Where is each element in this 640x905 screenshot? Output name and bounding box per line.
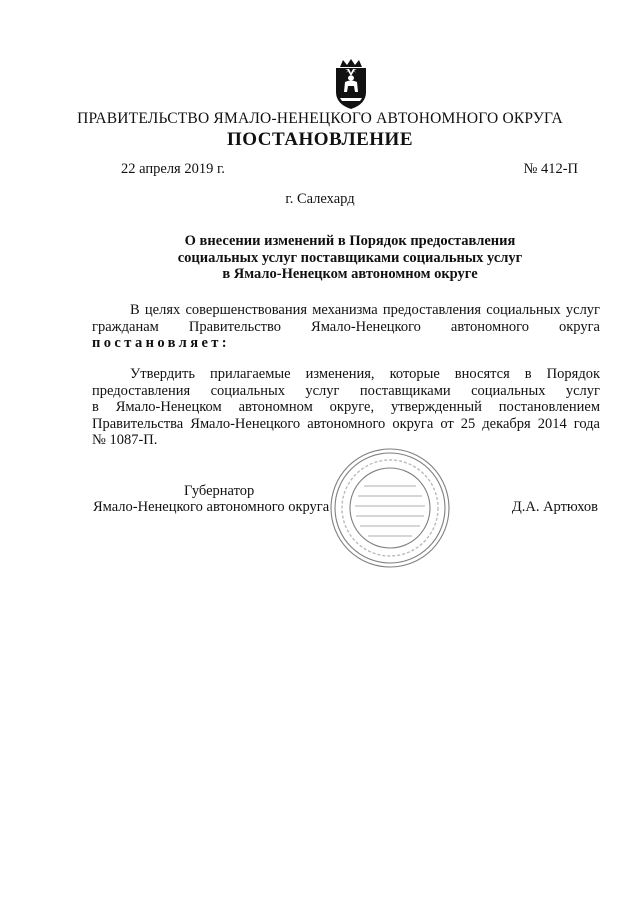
paragraph-line: предоставления социальных услуг поставщиками социальных услуг (92, 382, 600, 399)
document-title (100, 233, 600, 283)
title-line: социальных услуг поставщиками социальных услуг (177, 249, 523, 266)
signer-name: Д.А. Артюхов (511, 499, 598, 515)
paragraph-line: гражданам Правительство Ямало-Ненецкого автономного округа (92, 318, 600, 335)
resolves-word: постановляет: (92, 335, 231, 351)
document-number: № 412-П (523, 161, 578, 177)
signer-organization: Ямало-Ненецкого автономного округа (93, 499, 330, 515)
preamble-paragraph (92, 302, 600, 352)
government-name: ПРАВИТЕЛЬСТВО ЯМАЛО-НЕНЕЦКОГО АВТОНОМНОГО ОКРУГА (77, 110, 563, 127)
title-line: О внесении изменений в Порядок предоставления (184, 233, 516, 249)
paragraph-line: Правительства Ямало-Ненецкого автономного округа от 25 декабря 2014 года (92, 415, 600, 432)
paragraph-line: в Ямало-Ненецком автономном округе, утвержденный постановлением (92, 399, 600, 415)
paragraph-line: В целях совершенствования механизма предоставления социальных услуг (130, 302, 600, 318)
signer-position: Губернатор (184, 483, 255, 499)
paragraph-line: Утвердить прилагаемые изменения, которые вносятся в Порядок (130, 366, 600, 382)
document-type: ПОСТАНОВЛЕНИЕ (226, 129, 414, 150)
paragraph-line: № 1087-П. (92, 432, 158, 448)
yamal-coat-of-arms-icon (331, 58, 371, 110)
document-city: г. Салехард (285, 191, 355, 207)
round-seal-stamp-icon (328, 446, 452, 570)
resolution-paragraph (92, 366, 600, 449)
title-line: в Ямало-Ненецком автономном округе (222, 266, 478, 282)
document-date: 22 апреля 2019 г. (121, 161, 225, 177)
